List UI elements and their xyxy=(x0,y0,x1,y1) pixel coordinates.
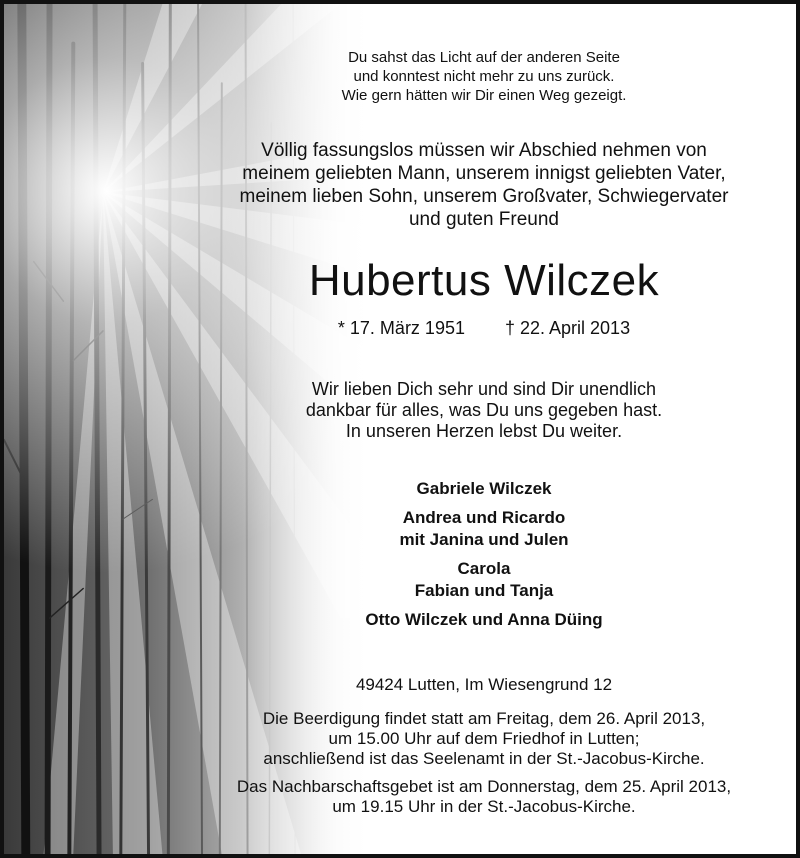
family-address: 49424 Lutten, Im Wiesengrund 12 xyxy=(355,675,613,694)
funeral-details xyxy=(184,709,784,769)
mourner-line: Otto Wilczek und Anna Düing xyxy=(365,610,603,629)
notice-text xyxy=(184,4,784,854)
intro-line: meinem geliebten Mann, unserem innigst geliebten Vater, xyxy=(242,163,726,184)
prayer-details xyxy=(184,777,784,817)
mourner-group xyxy=(184,558,784,602)
intro-text xyxy=(184,139,784,231)
motto-line: Du sahst das Licht auf der anderen Seite xyxy=(348,49,620,66)
prayer-line: Das Nachbarschaftsgebet ist am Donnerstag, dem 25. April 2013, xyxy=(236,777,732,796)
mourner-group xyxy=(184,507,784,551)
mourner-group xyxy=(184,609,784,631)
mourner-line: Gabriele Wilczek xyxy=(416,479,552,498)
funeral-line: anschließend ist das Seelenamt in der St.-Jacobus-Kirche. xyxy=(263,749,705,768)
mourner-line: Fabian und Tanja xyxy=(414,581,554,600)
love-line: dankbar für alles, was Du uns gegeben hast. xyxy=(305,400,663,420)
death-date: † 22. April 2013 xyxy=(504,318,631,338)
love-line: Wir lieben Dich sehr und sind Dir unendlich xyxy=(311,379,657,399)
life-dates xyxy=(184,317,784,339)
mourner-line: mit Janina und Julen xyxy=(399,530,569,549)
motto-verse xyxy=(184,48,784,105)
motto-line: Wie gern hätten wir Dir einen Weg gezeigt. xyxy=(341,87,627,104)
mourner-line: Andrea und Ricardo xyxy=(402,508,566,527)
intro-line: meinem lieben Sohn, unserem Großvater, Schwiegervater xyxy=(239,186,729,207)
funeral-line: um 15.00 Uhr auf dem Friedhof in Lutten; xyxy=(328,729,640,748)
mourner-line: Carola xyxy=(457,559,511,578)
funeral-line: Die Beerdigung findet statt am Freitag, dem 26. April 2013, xyxy=(262,709,706,728)
birth-date: * 17. März 1951 xyxy=(337,318,465,338)
intro-line: Völlig fassungslos müssen wir Abschied nehmen von xyxy=(261,140,707,161)
deceased-name: Hubertus Wilczek xyxy=(308,256,660,305)
mourners-list xyxy=(184,478,784,638)
intro-line: und guten Freund xyxy=(408,209,559,230)
love-line: In unseren Herzen lebst Du weiter. xyxy=(345,421,623,441)
love-verse xyxy=(184,379,784,442)
mourner-group xyxy=(184,478,784,500)
motto-line: und konntest nicht mehr zu uns zurück. xyxy=(353,68,615,85)
prayer-line: um 19.15 Uhr in der St.-Jacobus-Kirche. xyxy=(332,797,636,816)
